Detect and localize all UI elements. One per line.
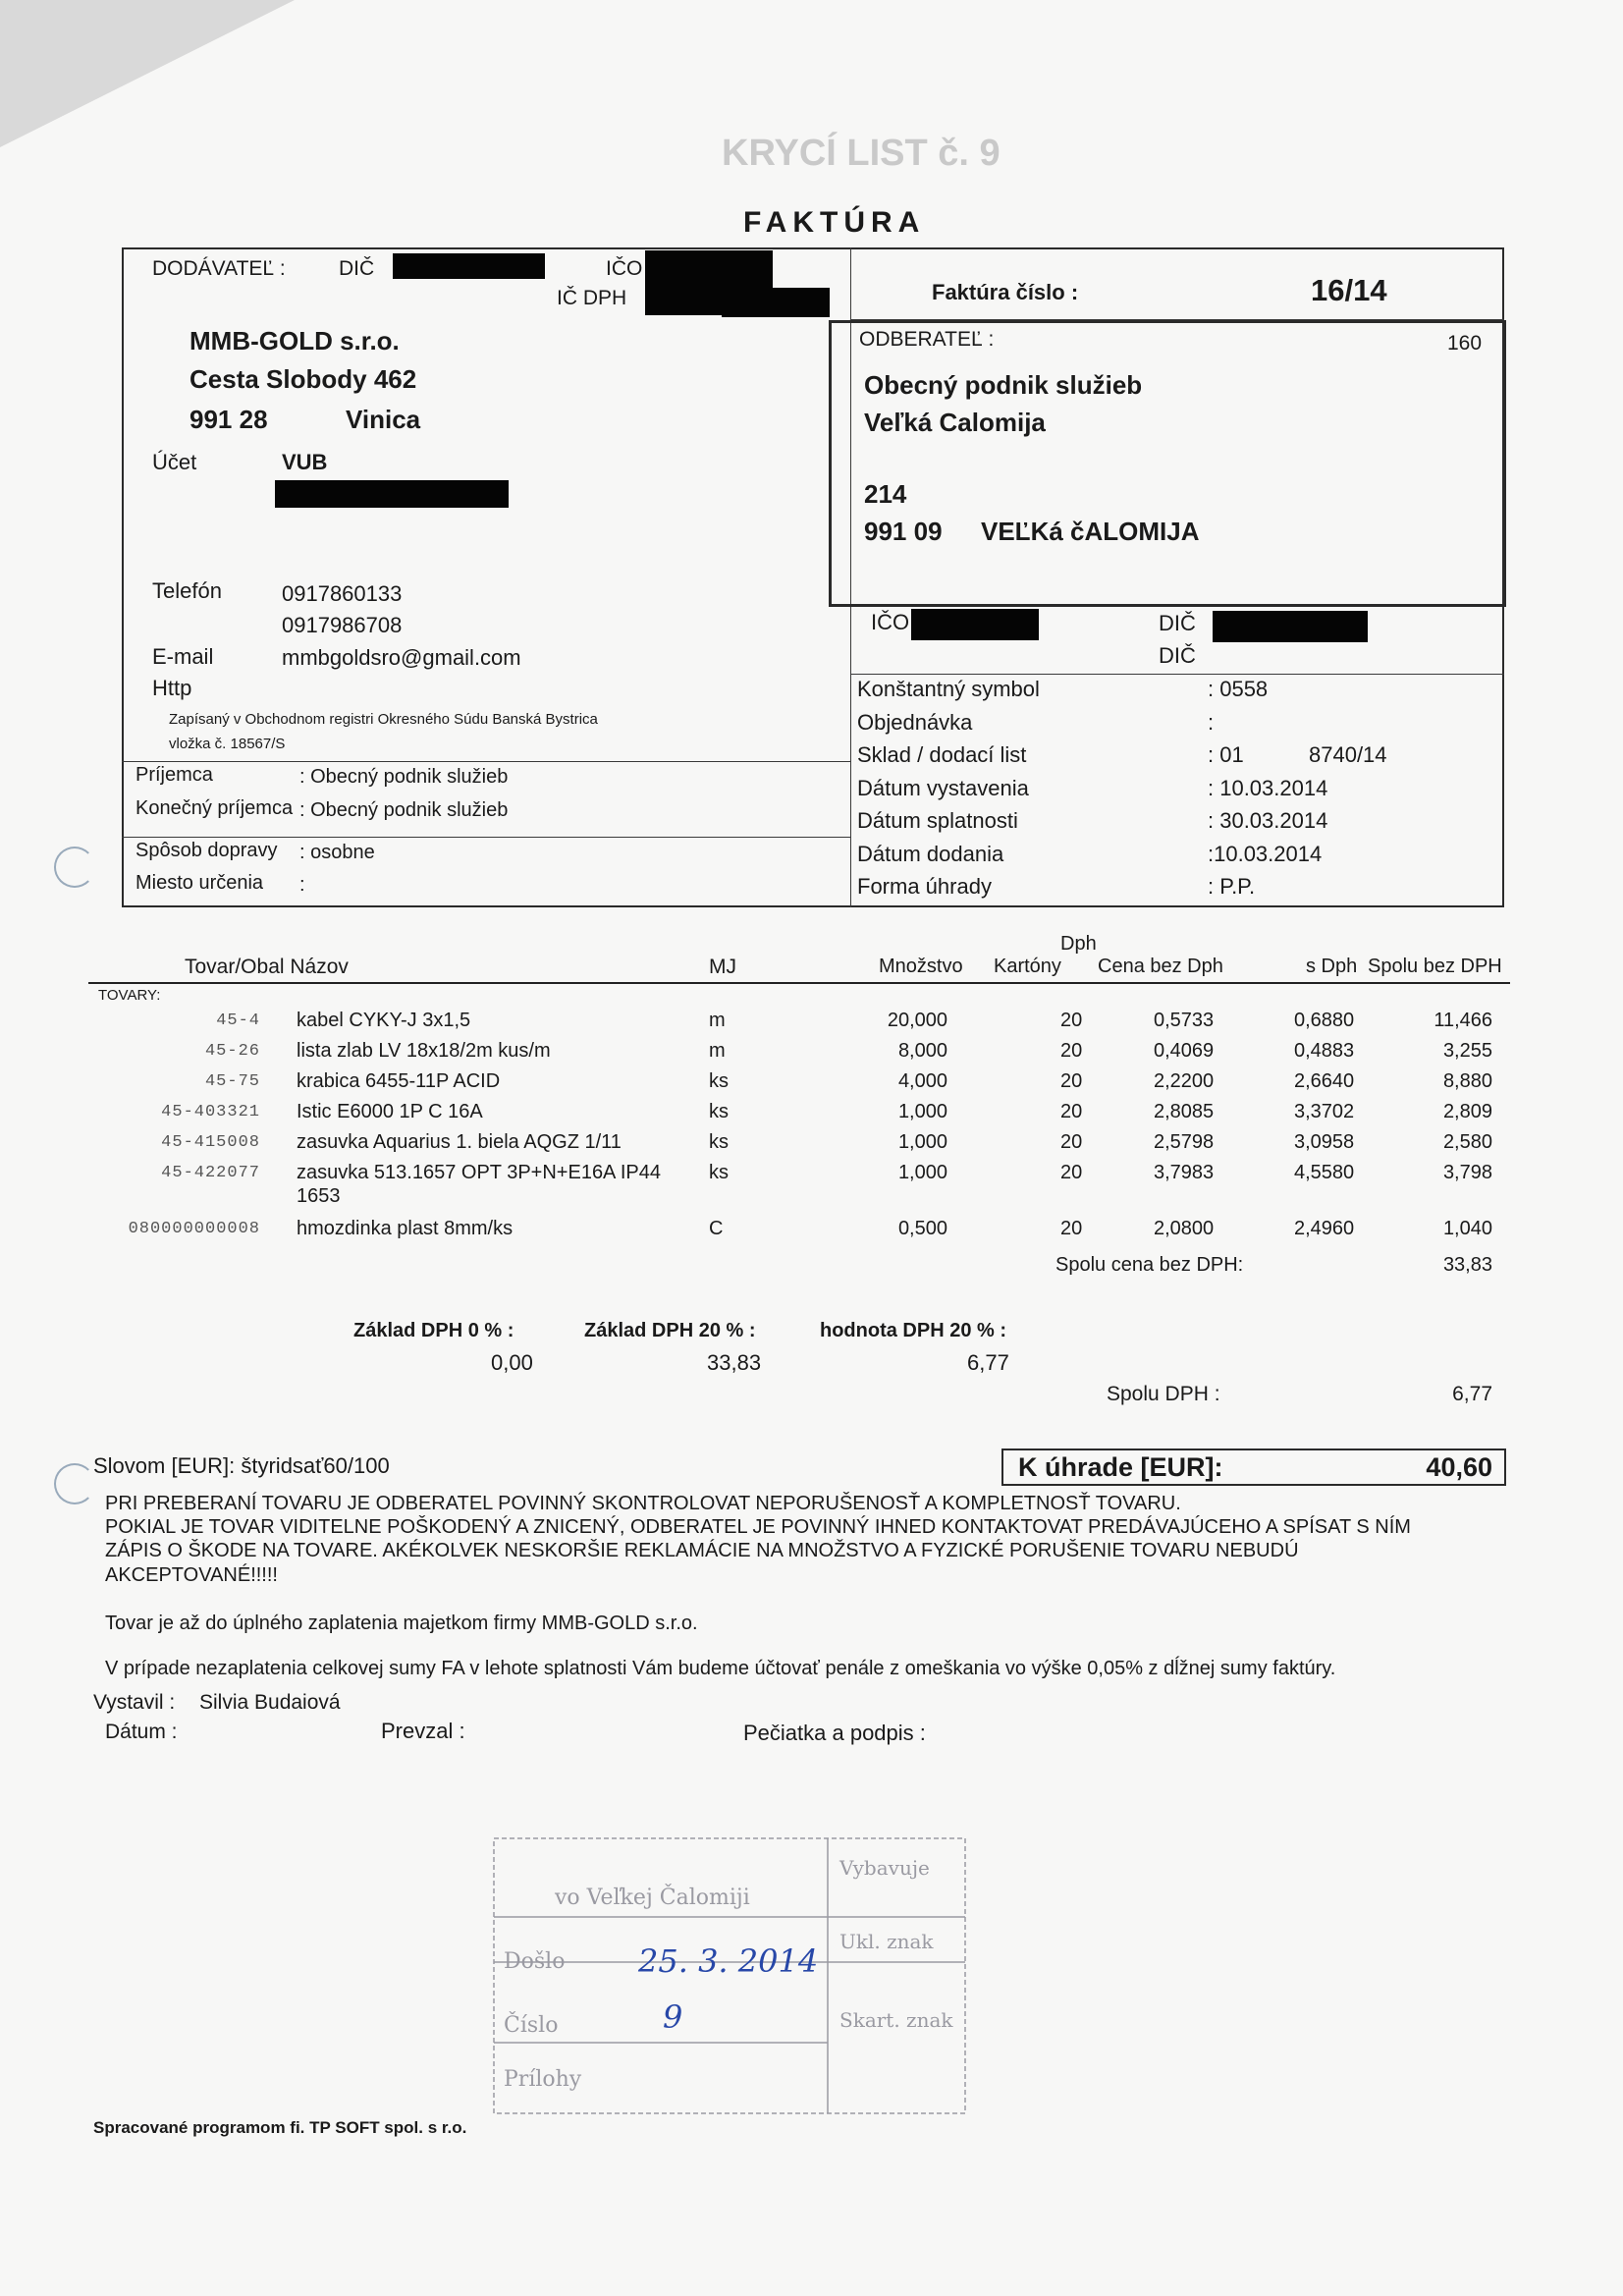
- issued-by-name: Silvia Budaiová: [199, 1691, 341, 1714]
- cell-name: Istic E6000 1P C 16A: [297, 1101, 483, 1122]
- issued-by-label: Vystavil :: [93, 1691, 176, 1714]
- meta-label: Sklad / dodací list: [857, 742, 1027, 767]
- cell-mj: ks: [709, 1101, 729, 1122]
- document-title: FAKTÚRA: [743, 206, 926, 239]
- customer-street: 214: [864, 479, 907, 509]
- cell-price-dph: 2,6640: [1294, 1070, 1355, 1092]
- customer-ico-label: IČO: [871, 610, 910, 634]
- cell-qty: 20,000: [887, 1010, 947, 1031]
- vat-base0-value: 0,00: [491, 1350, 533, 1375]
- stamp-org: vo Veľkej Čalomiji: [555, 1886, 750, 1910]
- supplier-http-label: Http: [152, 676, 192, 700]
- customer-name1: Obecný podnik služieb: [864, 370, 1143, 400]
- received-by-label: Prevzal :: [381, 1719, 465, 1743]
- cell-qty: 8,000: [897, 1040, 947, 1062]
- cell-price-dph: 2,4960: [1294, 1218, 1355, 1239]
- cell-mj: ks: [709, 1162, 729, 1183]
- meta-value: :: [1208, 709, 1215, 735]
- sum-label: Spolu cena bez DPH:: [1055, 1254, 1244, 1276]
- cell-dph: 20: [1060, 1101, 1083, 1122]
- invoice-number-label: Faktúra číslo :: [932, 280, 1079, 304]
- stamp-number: 9: [663, 1998, 683, 2036]
- supplier-label: DODÁVATEĽ :: [152, 257, 286, 280]
- redaction-customer-ico: [911, 609, 1039, 640]
- col-dph-top: Dph: [1060, 933, 1097, 955]
- cell-price-dph: 0,4883: [1294, 1040, 1355, 1062]
- cell-price: 2,5798: [1154, 1131, 1215, 1153]
- stamp-received-date: 25. 3. 2014: [638, 1942, 819, 1980]
- cell-price: 0,5733: [1154, 1010, 1215, 1031]
- cell-price: 2,0800: [1154, 1218, 1215, 1239]
- cell-price-dph: 3,3702: [1294, 1101, 1355, 1122]
- stamp-discard-label: Skart. znak: [839, 2008, 953, 2032]
- supplier-zip: 991 28: [189, 405, 268, 434]
- table-section-label: TOVARY:: [98, 987, 161, 1004]
- notice-line1: PRI PREBERANÍ TOVARU JE ODBERATEL POVINNÝ SKONTROLOVAT NEPORUŠENOSŤ A KOMPLETNOSŤ TOVARU.: [105, 1493, 1181, 1514]
- meta-value: : 01: [1208, 742, 1244, 767]
- penalty-note: V prípade nezaplatenia celkovej sumy FA v lehote splatnosti Vám budeme účtovať penále z omeškania vo výške 0,05% z dĺžnej sumy faktúry.: [105, 1658, 1336, 1679]
- col-price: Cena bez Dph: [1098, 956, 1223, 977]
- footer-software: Spracované programom fi. TP SOFT spol. s r.o.: [93, 2118, 467, 2137]
- cell-total: 1,040: [1442, 1218, 1492, 1239]
- meta-value: : 0558: [1208, 677, 1269, 701]
- cell-dph: 20: [1060, 1162, 1083, 1183]
- stamp-number-label: Číslo: [504, 2013, 559, 2038]
- cell-total: 8,880: [1442, 1070, 1492, 1092]
- final-receiver-label: Konečný príjemca: [135, 797, 294, 819]
- cell-code: 45-403321: [161, 1103, 260, 1121]
- meta-value: : 30.03.2014: [1208, 808, 1328, 833]
- redaction-supplier-icdph: [722, 288, 830, 317]
- cell-name-cont: 1653: [297, 1185, 341, 1207]
- cell-name: lista zlab LV 18x18/2m kus/m: [297, 1040, 551, 1062]
- cell-price-dph: 4,5580: [1294, 1162, 1355, 1183]
- supplier-phone2: 0917986708: [282, 613, 403, 637]
- cell-price: 2,8085: [1154, 1101, 1215, 1122]
- amount-due-label: K úhrade [EUR]:: [1018, 1452, 1223, 1482]
- cell-price-dph: 0,6880: [1294, 1010, 1355, 1031]
- ownership-note: Tovar je až do úplného zaplatenia majetkom firmy MMB-GOLD s.r.o.: [105, 1613, 698, 1634]
- cell-code: 45-26: [204, 1042, 260, 1061]
- cell-name: krabica 6455-11P ACID: [297, 1070, 501, 1092]
- cell-mj: m: [709, 1010, 726, 1031]
- stamp-signature-label: Pečiatka a podpis :: [743, 1721, 926, 1745]
- cell-price-dph: 3,0958: [1294, 1131, 1355, 1153]
- cell-dph: 20: [1060, 1131, 1083, 1153]
- stamp-ref-label: Ukl. znak: [839, 1930, 934, 1953]
- notice-line2: POKIAL JE TOVAR VIDITELNE POŠKODENÝ A ZNICENÝ, ODBERATEL JE POVINNÝ IHNED KONTAKTOVAT PREDÁVAJÚCEHO A SPÍSAT S NÍM: [105, 1516, 1411, 1538]
- invoice-number: 16/14: [1311, 273, 1387, 307]
- final-receiver-value: : Obecný podnik služieb: [299, 799, 509, 821]
- receiver-label: Príjemca: [135, 764, 213, 786]
- meta-label: Forma úhrady: [857, 874, 992, 899]
- meta-value: : 10.03.2014: [1208, 775, 1328, 800]
- cell-name: zasuvka Aquarius 1. biela AQGZ 1/11: [297, 1131, 622, 1153]
- cell-dph: 20: [1060, 1040, 1083, 1062]
- supplier-dic-label: DIČ: [339, 257, 375, 280]
- col-price-dph: s Dph: [1306, 956, 1358, 977]
- cell-dph: 20: [1060, 1010, 1083, 1031]
- meta-label: Dátum dodania: [857, 841, 1004, 866]
- cell-qty: 1,000: [897, 1101, 947, 1122]
- cell-total: 11,466: [1434, 1010, 1492, 1031]
- cell-qty: 1,000: [897, 1162, 947, 1183]
- cell-total: 3,798: [1442, 1162, 1492, 1183]
- cell-mj: ks: [709, 1131, 729, 1153]
- vat20-label: hodnota DPH 20 % :: [820, 1320, 1007, 1341]
- customer-name2: Veľká Calomija: [864, 408, 1046, 437]
- amount-in-words: Slovom [EUR]: štyridsať60/100: [93, 1453, 390, 1478]
- cell-qty: 4,000: [897, 1070, 947, 1092]
- receiver-value: : Obecný podnik služieb: [299, 766, 509, 788]
- supplier-register-2: vložka č. 18567/S: [169, 736, 286, 752]
- cell-price: 3,7983: [1154, 1162, 1215, 1183]
- cell-code: 45-415008: [161, 1133, 260, 1152]
- cell-dph: 20: [1060, 1218, 1083, 1239]
- supplier-street: Cesta Slobody 462: [189, 364, 417, 394]
- stamp-received-label: Došlo: [504, 1949, 566, 1974]
- meta-extra: 8740/14: [1309, 742, 1387, 767]
- stamp-attachments-label: Prílohy: [504, 2067, 582, 2092]
- customer-dic-label2: DIČ: [1159, 643, 1196, 668]
- punch-hole-bottom: [54, 1463, 95, 1504]
- cell-name: zasuvka 513.1657 OPT 3P+N+E16A IP44: [297, 1162, 661, 1183]
- cell-code: 45-422077: [161, 1164, 260, 1182]
- date-label: Dátum :: [105, 1721, 178, 1743]
- redaction-supplier-dic: [393, 253, 545, 279]
- supplier-bank: VUB: [282, 450, 328, 474]
- meta-label: Dátum vystavenia: [857, 775, 1029, 800]
- vat-base20-value: 33,83: [707, 1350, 762, 1375]
- supplier-city: Vinica: [346, 405, 421, 434]
- supplier-register-1: Zapísaný v Obchodnom registri Okresného Súdu Banská Bystrica: [169, 711, 598, 728]
- meta-label: Objednávka: [857, 709, 973, 735]
- stamp-handles: Vybavuje: [839, 1856, 930, 1880]
- punch-hole-top: [54, 847, 95, 888]
- total-vat-value: 6,77: [1452, 1383, 1492, 1405]
- supplier-phone1: 0917860133: [282, 581, 403, 606]
- destination-label: Miesto určenia: [135, 872, 264, 894]
- col-cartons: Kartóny: [994, 956, 1061, 977]
- total-vat-label: Spolu DPH :: [1107, 1383, 1220, 1405]
- meta-label: Dátum splatnosti: [857, 808, 1018, 833]
- cell-total: 2,809: [1442, 1101, 1492, 1122]
- supplier-email: mmbgoldsro@gmail.com: [282, 645, 521, 670]
- cell-price: 2,2200: [1154, 1070, 1215, 1092]
- cell-code: 080000000008: [128, 1220, 260, 1238]
- cell-mj: m: [709, 1040, 726, 1062]
- customer-dic-label1: DIČ: [1159, 611, 1196, 635]
- notice-line4: AKCEPTOVANÉ!!!!!: [105, 1564, 278, 1586]
- folded-corner: [0, 0, 295, 147]
- cell-total: 2,580: [1442, 1131, 1492, 1153]
- redaction-account: [275, 480, 509, 508]
- cell-price: 0,4069: [1154, 1040, 1215, 1062]
- supplier-email-label: E-mail: [152, 644, 214, 669]
- cell-name: kabel CYKY-J 3x1,5: [297, 1010, 471, 1031]
- cell-qty: 0,500: [897, 1218, 947, 1239]
- vat-base20-label: Základ DPH 20 % :: [584, 1320, 756, 1341]
- redaction-customer-dic: [1213, 611, 1368, 642]
- cell-dph: 20: [1060, 1070, 1083, 1092]
- destination-value: :: [299, 874, 305, 896]
- amount-due-value: 40,60: [1426, 1452, 1492, 1482]
- col-qty: Množstvo: [879, 956, 963, 977]
- col-name: Tovar/Obal Názov: [185, 956, 349, 978]
- cell-code: 45-75: [204, 1072, 260, 1091]
- col-mj: MJ: [709, 956, 736, 978]
- meta-value: :10.03.2014: [1208, 841, 1323, 866]
- customer-label: ODBERATEĽ :: [859, 328, 995, 351]
- cell-mj: C: [709, 1218, 724, 1239]
- cell-qty: 1,000: [897, 1131, 947, 1153]
- notice-line3: ZÁPIS O ŠKODE NA TOVARE. AKÉKOLVEK NESKORŠIE REKLAMÁCIE NA MNOŽSTVO A FYZICKÉ PORUŠENIE TOVARU NEBUDÚ: [105, 1540, 1299, 1561]
- supplier-account-label: Účet: [152, 450, 197, 474]
- customer-zip: 991 09: [864, 517, 943, 546]
- cell-total: 3,255: [1442, 1040, 1492, 1062]
- meta-label: Konštantný symbol: [857, 677, 1040, 701]
- customer-box: [829, 320, 1506, 607]
- cell-code: 45-4: [216, 1011, 260, 1030]
- col-total: Spolu bez DPH: [1368, 956, 1502, 977]
- supplier-name: MMB-GOLD s.r.o.: [189, 326, 400, 355]
- invoice-code: 160: [1447, 332, 1483, 355]
- supplier-ico-label: IČO: [606, 257, 643, 280]
- supplier-phone-label: Telefón: [152, 578, 222, 603]
- ghost-header: KRYCÍ LIST č. 9: [722, 133, 1001, 174]
- transport-label: Spôsob dopravy: [135, 840, 278, 861]
- cell-name: hmozdinka plast 8mm/ks: [297, 1218, 514, 1239]
- customer-city: VEĽKá čALOMIJA: [981, 517, 1200, 546]
- vat-base0-label: Základ DPH 0 % :: [353, 1320, 514, 1341]
- registry-stamp: [486, 1836, 972, 2121]
- supplier-icdph-label: IČ DPH: [557, 287, 627, 309]
- sum-value: 33,83: [1442, 1254, 1492, 1276]
- vat20-value: 6,77: [967, 1350, 1009, 1375]
- transport-value: : osobne: [299, 842, 375, 863]
- meta-value: : P.P.: [1208, 874, 1256, 899]
- cell-mj: ks: [709, 1070, 729, 1092]
